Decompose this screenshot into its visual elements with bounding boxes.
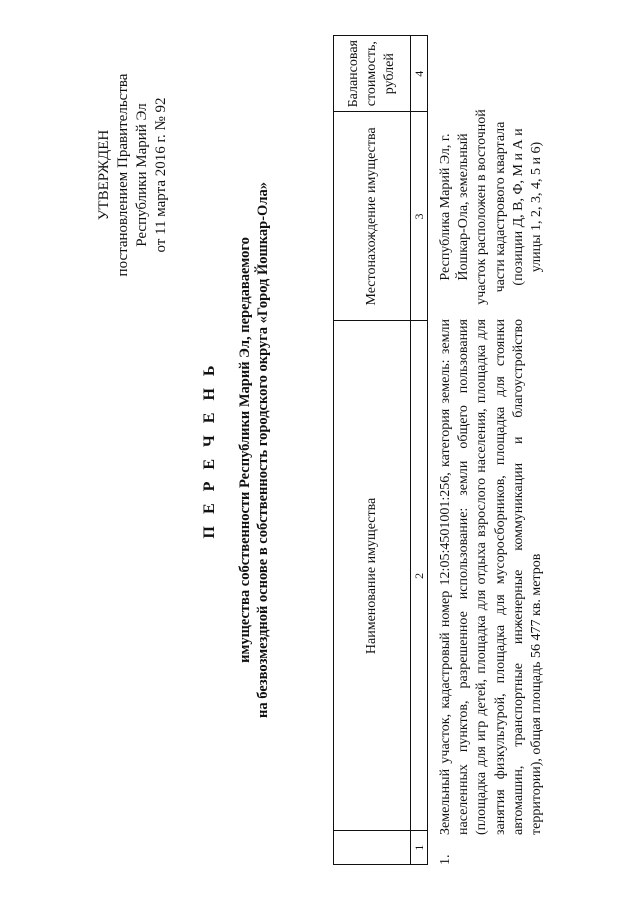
approval-line-republic: Республики Марий Эл (134, 103, 150, 247)
document-subtitle-line-1: имущества собственности Республики Марий Эл, передаваемого (237, 237, 253, 663)
column-number-1: 1 (411, 831, 428, 865)
row-location: Республика Марий Эл, г. Йошкар-Ола, земельный участок расположен в восточной части кадастрового квартала (позиции Д, В, Ф, М и А и улицы 1, 2, 3, 4, 5 и 6) (438, 109, 545, 305)
header-balance-cost: Балансовая стоимость, рублей (334, 36, 411, 112)
approval-line-resolution: постановлением Правительства (115, 73, 131, 277)
column-number-3: 3 (411, 112, 428, 321)
property-table (333, 35, 428, 865)
approval-line-date: от 11 марта 2016 г. № 92 (153, 97, 169, 253)
row-property-name: Земельный участок, кадастровый номер 12:05:4501001:256, категория земель: земли населенных пунктов, разрешенное использование: земли общего пользования (площадка для игр детей, площадка для отдыха взрослого населения, площадка для занятия физкультурой, площадка для мусоросборников, площадка для стоянки автомашин, транспортные инженерные коммуникации и благоустройство территории), общая площадь 56 477 кв. метров (438, 319, 545, 835)
row-number: 1. (438, 854, 453, 865)
column-number-2: 2 (411, 321, 428, 831)
table-row (437, 35, 597, 865)
header-number (334, 831, 411, 865)
approval-line-approved: УТВЕРЖДЕН (96, 129, 112, 221)
title-block (200, 35, 272, 865)
document-subtitle-line-2: на безвозмездной основе в собственность городского округа «Город Йошкар-Ола» (255, 182, 271, 718)
document-title: П Е Р Е Ч Е Н Ь (201, 361, 218, 539)
column-number-4: 4 (411, 36, 428, 112)
header-property-name: Наименование имущества (334, 321, 411, 831)
approval-stamp (95, 30, 171, 320)
header-location: Местонахождение имущества (334, 112, 411, 321)
table-header-row (334, 36, 411, 865)
column-number-row (411, 36, 428, 865)
